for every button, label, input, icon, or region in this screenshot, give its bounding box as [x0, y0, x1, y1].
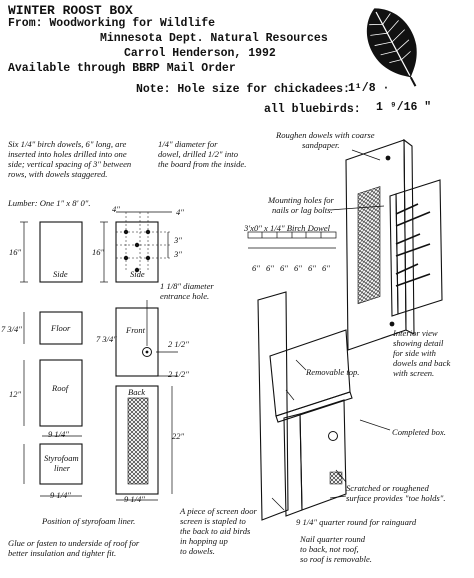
- roof-panel: [40, 360, 82, 426]
- screen-note-line-4: in hopping up: [180, 536, 228, 546]
- dim-hole-offset-1: 2 1/2": [168, 339, 189, 349]
- screen-note-line-1: A piece of screen door: [180, 506, 257, 516]
- lumber-note: Lumber: One 1" x 8' 0".: [8, 198, 91, 208]
- scratch-note-line-2: surface provides "toe holds".: [346, 493, 446, 503]
- interior-note-line-2: showing detail: [393, 338, 444, 348]
- screen-note-line-2: screen is stapled to: [180, 516, 246, 526]
- label-back: Back: [128, 387, 145, 397]
- hole-size-note: Note: Hole size for chickadees:: [136, 83, 350, 96]
- dim-back-width: 9 1/4": [124, 494, 145, 504]
- completed-box-front: [300, 400, 346, 510]
- dowel-note-line-1: Six 1/4" birch dowels, 6" long, are: [8, 139, 127, 149]
- dim-back: 22": [172, 431, 185, 441]
- quarter-round-note: 9 1/4" quarter round for rainguard: [296, 517, 417, 527]
- diameter-note-line-3: the board from the inside.: [158, 159, 247, 169]
- screen-note-line-3: the back to aid birds: [180, 526, 251, 536]
- birch-dowel-label: 3'x0" x 1/4" Birch Dowel: [244, 223, 331, 233]
- diameter-note-line-1: 1/4" diameter for: [158, 139, 218, 149]
- entrance-note-line-1: 1 1/8" diameter: [160, 281, 214, 291]
- glue-note-line-2: better insulation and tighter fit.: [8, 548, 117, 558]
- label-roof: Roof: [52, 383, 69, 393]
- dim-side-height-2: 16": [92, 247, 105, 257]
- glue-note-line-1: Glue or fasten to underside of roof for: [8, 538, 140, 548]
- removable-top-label: Removable top.: [306, 367, 360, 377]
- page-title: WINTER ROOST BOX: [8, 3, 133, 18]
- nail-note-line-2: to back, not roof,: [300, 544, 359, 554]
- dim-floor: 7 3/4": [1, 324, 22, 334]
- interior-note-line-5: with screen.: [393, 368, 435, 378]
- completed-box-side: [284, 414, 302, 516]
- dim-front-width: 7 3/4": [96, 334, 117, 344]
- diameter-note-line-2: dowel, drilled 1/2" into: [158, 149, 238, 159]
- interior-note-line-3: for side with: [393, 348, 436, 358]
- entrance-note-line-2: entrance hole.: [160, 291, 210, 301]
- label-liner-2: liner: [54, 463, 71, 473]
- interior-note-line-1: Interior view: [393, 328, 438, 338]
- roughen-note-line-2: sandpaper.: [302, 140, 340, 150]
- availability-line: Available through BBRP Mail Order: [8, 62, 236, 75]
- mounting-note-line-2: nails or lag bolts.: [272, 205, 333, 215]
- screen-note-line-5: to dowels.: [180, 546, 215, 556]
- interior-note-line-4: dowels and back: [393, 358, 451, 368]
- dowel-length: 6": [322, 263, 330, 273]
- dim-dowel-top: 4": [112, 204, 120, 214]
- dowel-length: 6": [308, 263, 316, 273]
- dowel-length: 6": [266, 263, 274, 273]
- dim-row-spacing-2: 3": [174, 249, 182, 259]
- front-panel: [116, 308, 158, 376]
- bluebird-label: all bluebirds:: [264, 103, 361, 116]
- dim-side-height: 16": [9, 247, 22, 257]
- dowel-note-line-2: inserted into holes drilled into one: [8, 149, 127, 159]
- dim-dowel-offset: 4": [176, 207, 184, 217]
- bluebird-hole-size: 1 ⁹/16 ": [376, 101, 432, 114]
- dowel-length: 6": [294, 263, 302, 273]
- dim-liner-width: 9 1/4": [50, 490, 71, 500]
- chickadee-hole-size: 1¹/8 ·: [348, 82, 390, 95]
- author-line: Carrol Henderson, 1992: [124, 47, 276, 60]
- mounting-note-line-1: Mounting holes for: [268, 195, 334, 205]
- dowel-length: 6": [280, 263, 288, 273]
- completed-box-back: [258, 292, 288, 520]
- liner-position-note: Position of styrofoam liner.: [42, 516, 136, 526]
- completed-box-label: Completed box.: [392, 427, 446, 437]
- scratch-note-line-1: Scratched or roughened: [346, 483, 429, 493]
- dim-hole-offset-2: 2 1/2": [168, 369, 189, 379]
- dim-roof: 12": [9, 389, 22, 399]
- nail-note-line-3: so roof is removable.: [300, 554, 372, 564]
- label-floor: Floor: [51, 323, 71, 333]
- dim-row-spacing-1: 3": [174, 235, 182, 245]
- dim-liner-width-top: 9 1/4": [48, 429, 69, 439]
- organization-line: Minnesota Dept. Natural Resources: [100, 32, 328, 45]
- nail-note-line-1: Nail quarter round: [300, 534, 366, 544]
- label-liner-1: Styrofoam: [44, 453, 79, 463]
- label-front: Front: [126, 325, 146, 335]
- source-line: From: Woodworking for Wildlife: [8, 17, 216, 30]
- label-side: Side: [53, 269, 68, 279]
- dowel-note-line-4: rows, with dowels staggered.: [8, 169, 108, 179]
- label-side-drilled: Side: [130, 269, 145, 279]
- roughen-note-line-1: Roughen dowels with coarse: [276, 130, 375, 140]
- dowel-length: 6": [252, 263, 260, 273]
- dowel-note-line-3: side; vertical spacing of 3" between: [8, 159, 132, 169]
